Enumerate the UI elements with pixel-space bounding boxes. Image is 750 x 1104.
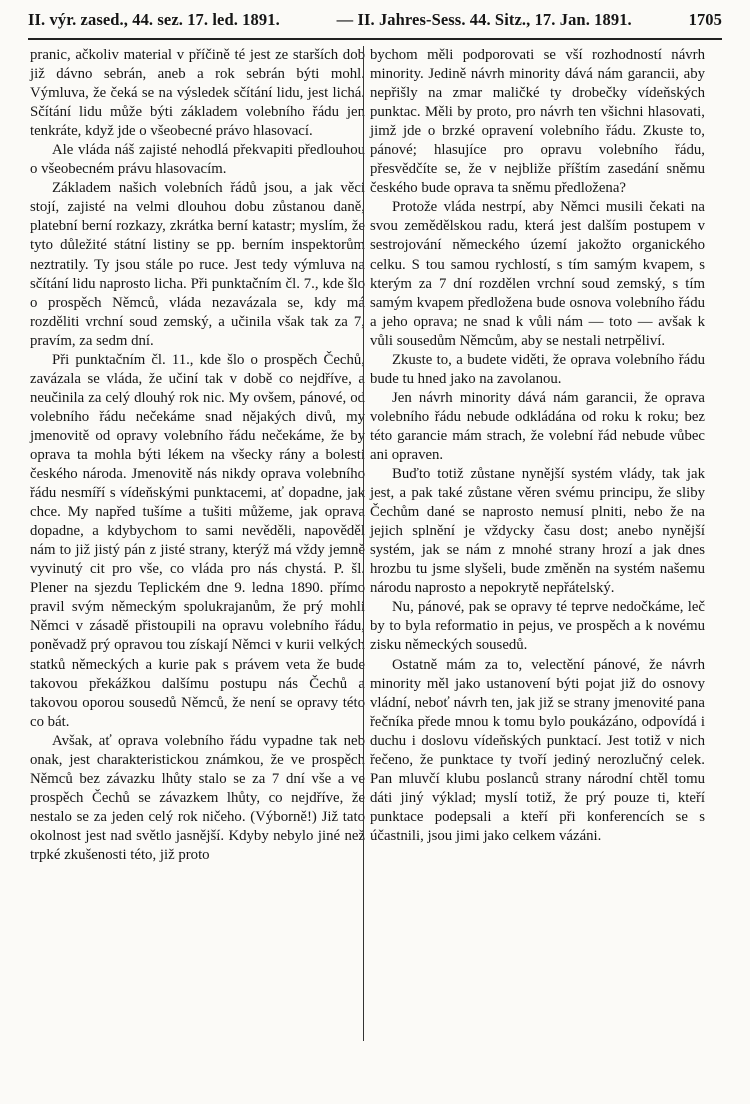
paragraph: Ale vláda náš zajisté nehodlá překvapiti předlouhou o všeobecném právu hlasovacím.: [30, 142, 365, 178]
header-german-session: — II. Jahres-Sess. 44. Sitz., 17. Jan. 1891.: [336, 10, 632, 29]
header-rule: [28, 38, 722, 40]
paragraph: Ostatně mám za to, velectění pánové, že návrh minority měl jako ustanovení býti pojat již do osnovy vládní, neboť návrh ten, jak již se strany jmenovité pana řečníka přede mnou k tomu bylo poukázáno, odpovídá i duchu i doslovu vídeňských punktací. Jest totiž v nich řečeno, že punktace ty tvoří jediný nerozlučný celek. Pan mluvčí klubu poslanců strany národní chtěl tomu dáti jiný výklad; myslí totiž, že prý pouze ti, kteří punktace podepsali a kteří při konferencích se s účastnili, jsou jimi jako celkem vázáni.: [370, 656, 705, 844]
paragraph: Zkuste to, a budete viděti, že oprava volebního řádu bude tu hned jako na zavolanou.: [370, 351, 705, 387]
left-column: [30, 46, 365, 865]
paragraph: Základem našich volebních řádů jsou, a jak věci stojí, zajisté na velmi dlouhou dobu zůstanou daně, platební berní rozkazy, zkrátka berní katastr; myslím, že tyto důležité státní listiny se pp. berním inspektorům neztratily. Ty jsou stále po ruce. Jest tedy výmluva na sčítání lidu naprosto licha. Při punktačním čl. 7., kde šlo o prospěch Němců, vláda nezavázala se, kdy má rozděliti vrchní soud zemský, a učinila však tak za 7, pravím, za sedm dní.: [30, 180, 365, 349]
paragraph: Jen návrh minority dává nám garancii, že oprava volebního řádu nebude odkládána od roku k roku; bez této garancie mám strach, že volební řád nebude vůbec ani opraven.: [370, 389, 705, 463]
header-czech-session: II. výr. zased., 44. sez. 17. led. 1891.: [28, 10, 280, 29]
paragraph: Avšak, ať oprava volebního řádu vypadne tak neb onak, jest charakteristickou známkou, že ve prospěch Němců bez závazku lhůty stalo se za 7 dní vše a ve prospěch Čechů se závazkem lhůty, co nejdříve, že nestalo se za jeden celý rok ničeho. (Výborně!) Již tato okolnost jest nad světlo jasnější. Kdyby nebylo jiné než trpké zkušenosti této, již proto: [30, 732, 365, 863]
page-number: 1705: [688, 10, 722, 29]
paragraph: Buďto totiž zůstane nynější systém vlády, tak jak jest, a pak také zůstane věren svému principu, že sliby Čechům dané se naprosto nemusí plniti, nebo že na jejich splnění je vždycky času dost; anebo nynější systém, jak se nám z mnohé strany hrozí a jak dnes hrozbu tu jsme slyšeli, bude změněn na systém našemu národu naprosto a nepokrytě nepřátelský.: [370, 466, 705, 597]
running-header: [28, 10, 722, 30]
paragraph: pranic, ačkoliv material v příčině té jest ze starších dob již dávno sebrán, aneb a rok sebrán býti mohl. Výmluva, že čeká se na výsledek sčítání lidu, jest lichá. Sčítání lidu může býti základem volebního řádu jen tenkráte, když jde o všeobecné právo hlasovací.: [30, 47, 365, 140]
paragraph: bychom měli podporovati se vší rozhodností návrh minority. Jedině návrh minority dává nám garancii, aby nepřišly na zmar maličké ty drobečky vídeňských punktac. Měli by proto, pro návrh ten všichni hlasovati, jimž jde o brzké opravení volebního řádu. Zkuste to, pánové; hlasujíce pro opravu volebního řádu, přesvědčíte se, že v nejbliže příštím zasedání sněmu českého bude oprava ta sněmu předložena?: [370, 47, 705, 197]
column-divider: [363, 46, 364, 1041]
right-column: [370, 46, 705, 846]
paragraph: Při punktačním čl. 11., kde šlo o prospěch Čechů, zavázala se vláda, že učiní tak v době co nejdříve, a neučinila za celý dlouhý rok nic. My ovšem, pánové, od volebního řádu nečekáme snad nějakých divů, my jmenovitě od opravy volebního řádu nečekáme, že by oprava ta mohla býti lékem na všecky rány a bolesti českého národa. Jmenovitě nás nikdy oprava volebního řádu nesmíří s vídeňskými punktacemi, ať dopadne, jak chce. My napřed tušíme a tušiti můžeme, jak oprava dopadne, a kdybychom to sami nevěděli, napověděl nám to již jistý pán z jisté strany, kterýž má vždy jemně vyvinutý cit pro vše, co vláda pro nás chystá. P. šl. Plener na sjezdu Teplickém dne 9. ledna 1890. přímo pravil svým německým spolukrajanům, že prý mohli Němci v zásadě přistoupili na opravu volebního řádu, poněvadž prý opravou tou získají Němci v kurii velkých statků německých a kurie pak s právem veta že bude takovou překážkou dalšímu postupu nás Čechů a takovou oporou sousedů Němců, že není se opravy této co bát.: [30, 351, 365, 730]
paragraph: Nu, pánové, pak se opravy té teprve nedočkáme, leč by to byla reformatio in pejus, ve prospěch a k novému zisku německých sousedů.: [370, 599, 705, 654]
paragraph: Protože vláda nestrpí, aby Němci musili čekati na svou zemědělskou radu, která jest dalším postupem v sestrojování německého území jakožto organického celku. S tou samou rychlostí, s tím samým kvapem, s kterým za 7 dní rozdělen vrchní soud zemský, s tím samým kvapem předložena bude osnova volebního řádu a jeho oprava; ne snad k vůli nám — toto — avšak k vůli sousedům Němcům, aby se nestali netrpěliví.: [370, 199, 705, 349]
